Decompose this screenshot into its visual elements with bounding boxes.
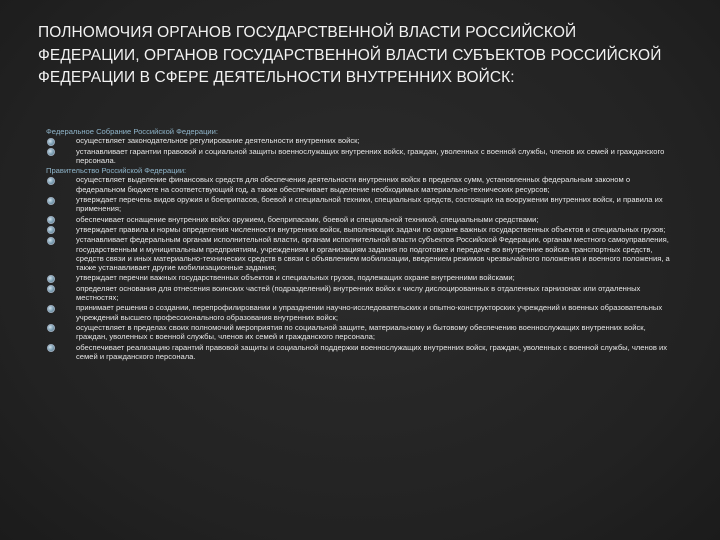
slide-body xyxy=(46,127,671,362)
list-item: утверждает перечень видов оружия и боеприпасов, боевой и специальной техники, специальных средств, состоящих на вооружении внутренних войск, и правила их применения; xyxy=(46,195,671,214)
list-item: осуществляет законодательное регулирование деятельности внутренних войск; xyxy=(46,136,671,145)
government-list xyxy=(46,175,671,361)
bullet-icon xyxy=(47,148,55,156)
list-item: устанавливает федеральным органам исполнительной власти, органам исполнительной власти субъектов Российской Федерации, органам местного самоуправления, государственным и муниципальным предприятиям, учреждениям и организациям задания по подготовке и передаче во внутренние войска транспортных средств, средств связи и иных материально-технических средств в связи с объявлением мобилизации, введением режимов чрезвычайного положения и военного положения, а также устанавливает другие мобилизационные задания; xyxy=(46,235,671,272)
section-label-government: Правительство Российской Федерации: xyxy=(46,166,187,176)
list-item: осуществляет в пределах своих полномочий мероприятия по социальной защите, материальному и бытовому обеспечению военнослужащих внутренних войск, граждан, уволенных с военной службы, членов их семей и гражданского персонала; xyxy=(46,323,671,342)
bullet-icon xyxy=(47,177,55,185)
bullet-icon xyxy=(47,285,55,293)
bullet-icon xyxy=(47,237,55,245)
slide-title: ПОЛНОМОЧИЯ ОРГАНОВ ГОСУДАРСТВЕННОЙ ВЛАСТИ РОССИЙСКОЙ ФЕДЕРАЦИИ, ОРГАНОВ ГОСУДАРСТВЕННОЙ ВЛАСТИ СУБЪЕКТОВ РОССИЙСКОЙ ФЕДЕРАЦИИ В СФЕРЕ ДЕЯТЕЛЬНОСТИ ВНУТРЕННИХ ВОЙСК: xyxy=(38,24,662,86)
list-item: устанавливает гарантии правовой и социальной защиты военнослужащих внутренних войск, граждан, уволенных с военной службы, членов их семей и гражданского персонала. xyxy=(46,147,671,166)
bullet-icon xyxy=(47,226,55,234)
list-item: обеспечивает реализацию гарантий правовой защиты и социальной поддержки военнослужащих внутренних войск, граждан, уволенных с военной службы, членов их семей и гражданского персонала. xyxy=(46,343,671,362)
list-item: принимает решения о создании, перепрофилировании и упразднении научно-исследовательских и опытно-конструкторских учреждений и военных образовательных учреждений высшего профессионального образования внутренних войск; xyxy=(46,303,671,322)
bullet-icon xyxy=(47,275,55,283)
bullet-icon xyxy=(47,216,55,224)
bullet-icon xyxy=(47,138,55,146)
section-label-federal-assembly: Федеральное Собрание Российской Федерации: xyxy=(46,127,219,136)
list-item: осуществляет выделение финансовых средств для обеспечения деятельности внутренних войск в пределах сумм, установленных федеральным законом о федеральном бюджете на соответствующий год, а также обеспечивает выделение необходимых материально-технических ресурсов; xyxy=(46,175,671,194)
list-item: обеспечивает оснащение внутренних войск оружием, боеприпасами, боевой и специальной техникой, специальными средствами; xyxy=(46,215,671,224)
list-item: утверждает перечни важных государственных объектов и специальных грузов, подлежащих охране внутренними войсками; xyxy=(46,273,671,282)
bullet-icon xyxy=(47,344,55,352)
bullet-icon xyxy=(47,197,55,205)
bullet-icon xyxy=(47,324,55,332)
federal-assembly-list xyxy=(46,136,671,165)
list-item: утверждает правила и нормы определения численности внутренних войск, выполняющих задачи по охране важных государственных объектов и специальных грузов; xyxy=(46,225,671,234)
list-item: определяет основания для отнесения воинских частей (подразделений) внутренних войск к числу дислоцированных в отдаленных гарнизонах или отдаленных местностях; xyxy=(46,284,671,303)
bullet-icon xyxy=(47,305,55,313)
